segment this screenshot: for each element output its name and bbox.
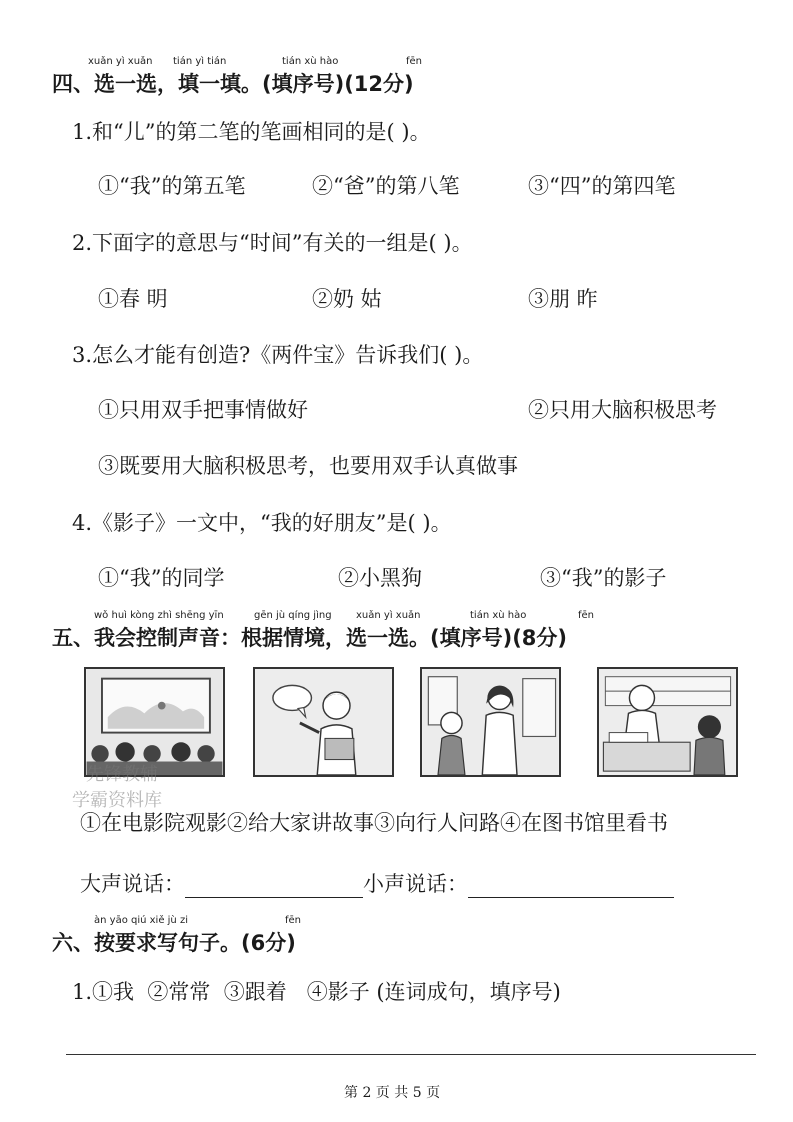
question-2: 2.下面字的意思与“时间”有关的一组是( )。	[72, 231, 473, 255]
section4-pinyin-3: tián xù hào	[282, 56, 339, 67]
asking-way-picture	[420, 667, 561, 777]
q3-option-1: ①只用双手把事情做好	[98, 398, 308, 422]
section6-question-1: 1.①我 ②常常 ③跟着 ④影子 (连词成句，填序号)	[72, 980, 561, 1004]
q1-option-3: ③“四”的第四笔	[528, 174, 676, 198]
q2-option-3: ③朋 昨	[528, 287, 598, 311]
footer-rule	[66, 1054, 756, 1055]
answer-row	[80, 868, 674, 898]
q2-option-1: ①春 明	[98, 287, 168, 311]
section5-pinyin-4: tián xù hào	[470, 610, 527, 621]
loud-answer-blank[interactable]	[185, 875, 363, 898]
section6-pinyin-2: fēn	[285, 915, 302, 926]
q3-option-3: ③既要用大脑积极思考，也要用双手认真做事	[98, 454, 518, 478]
library-picture	[597, 667, 738, 777]
watermark-line-1: 先锋教辅	[86, 764, 158, 785]
section5-pinyin-3: xuǎn yì xuǎn	[356, 610, 421, 621]
section5-heading: 五、我会控制声音：根据情境，选一选。(填序号)(8分)	[52, 626, 568, 650]
q1-option-1: ①“我”的第五笔	[98, 174, 246, 198]
section5-pinyin-2: gēn jù qíng jìng	[254, 610, 332, 621]
section4-pinyin-2: tián yì tián	[173, 56, 227, 67]
q3-option-2: ②只用大脑积极思考	[528, 398, 717, 422]
q4-option-1: ①“我”的同学	[98, 566, 225, 590]
storytelling-picture	[253, 667, 394, 777]
section4-pinyin-4: fēn	[406, 56, 423, 67]
section6-pinyin-1: àn yāo qiú xiě jù zi	[94, 915, 188, 926]
quiet-label: 小声说话：	[363, 872, 468, 896]
q2-option-2: ②奶 姑	[312, 287, 382, 311]
section4-pinyin-1: xuǎn yì xuǎn	[88, 56, 153, 67]
q4-option-3: ③“我”的影子	[540, 566, 667, 590]
loud-label: 大声说话：	[80, 872, 185, 896]
section5-pinyin-1: wǒ huì kòng zhì shēng yīn	[94, 610, 224, 621]
quiet-answer-blank[interactable]	[468, 875, 674, 898]
page-number: 第 2 页 共 5 页	[344, 1085, 441, 1101]
question-4: 4.《影子》一文中，“我的好朋友”是( )。	[72, 511, 452, 535]
question-3: 3.怎么才能有创造?《两件宝》告诉我们( )。	[72, 343, 484, 367]
q4-option-2: ②小黑狗	[338, 566, 422, 590]
section5-pinyin-5: fēn	[578, 610, 595, 621]
pictures-caption: ①在电影院观影②给大家讲故事③向行人问路④在图书馆里看书	[80, 811, 668, 835]
question-1: 1.和“儿”的第二笔的笔画相同的是( )。	[72, 120, 431, 144]
section4-heading: 四、选一选，填一填。(填序号)(12分)	[52, 72, 414, 96]
q1-option-2: ②“爸”的第八笔	[312, 174, 460, 198]
section6-heading: 六、按要求写句子。(6分)	[52, 931, 296, 955]
watermark-line-2: 学霸资料库	[72, 790, 162, 811]
